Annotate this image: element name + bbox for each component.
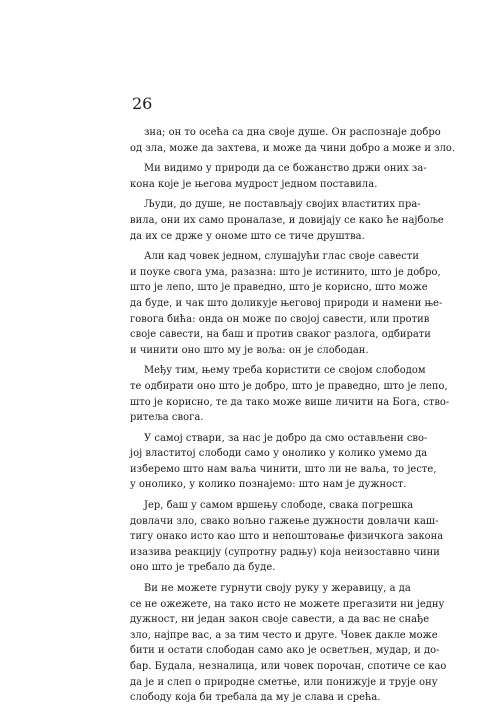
text-line: изберемо што нам ваља чинити, што ли не ваља, то јесте,	[130, 463, 437, 475]
text-line: Међу тим, њему треба користити се својом слободом	[144, 365, 426, 377]
paragraph	[130, 363, 450, 425]
text-line: Али кад човек једном, слушајући глас своје савести	[144, 251, 420, 263]
text-line: вила, они их само проналазе, и довијају се како ће најбоље	[130, 214, 444, 226]
text-line: се не ожежете, на тако исто не можете прегазити ни једну	[130, 598, 445, 610]
text-line: што је корисно, те да тако може више личити на Бога, ство-	[130, 396, 450, 408]
text-line: ритеља свога.	[130, 412, 204, 424]
paragraph	[130, 431, 437, 493]
text-line: дужност, ни један закон своје савести, а да вас не снађе	[130, 614, 430, 626]
text-line: да буде, и чак што доликује његовој природи и намени ње-	[130, 297, 443, 309]
paragraph	[130, 197, 444, 244]
text-line: изазива реакцију (супротну радњу) која неизоставно чини	[130, 546, 440, 558]
text-line: своје савести, на баш и против сваког разлога, одбирати	[130, 329, 431, 341]
text-line: тигу онако исто као што и непоштовање физичкога закона	[130, 531, 444, 543]
paragraph	[130, 125, 456, 156]
text-line: зло, најпре вас, а за тим често и друге. Човек дакле може	[130, 629, 438, 641]
body-text	[130, 125, 456, 711]
text-line: довлачи зло, свако вољно гажење дужности довлачи каш-	[130, 515, 439, 527]
text-line: оно што је требало да буде.	[130, 562, 276, 574]
text-line: зна; он то осећа са дна своје душе. Он распознаје добро	[144, 127, 441, 138]
text-line: јој властитој слободи само у онолико у колико умемо да	[130, 448, 428, 460]
text-line: Ви не можете гурнути своју руку у жеравицу, а да	[144, 583, 411, 595]
page-number: 26	[132, 94, 153, 113]
text-line: Ми видимо у природи да се божанство држи оних за-	[144, 163, 427, 175]
text-line: од зла, може да захтева, и може да чини добро а може и зло.	[130, 142, 456, 154]
text-line: Јер, баш у самом вршењу слободе, свака погрешка	[144, 500, 414, 512]
text-line: слободу која би требала да му је слава и срећа.	[130, 692, 381, 704]
text-line: кона које је његова мудрост једном поставила.	[130, 178, 378, 190]
paragraph	[130, 161, 427, 192]
text-line: и чинити оно што му је воља: он је слободан.	[130, 344, 369, 356]
text-line: бар. Будала, незналица, или човек порочан, спотиче се као	[130, 661, 447, 672]
text-line: Људи, до душе, не постављају својих властитих пра-	[144, 199, 421, 211]
text-line: да их се држе у ономе што се тиче друштва.	[130, 230, 365, 242]
text-line: и поуке свога ума, разазна: што је истинито, што је добро,	[130, 266, 441, 278]
text-line: у онолико, у колико познајемо: што нам је дужност.	[130, 479, 407, 491]
paragraph	[130, 581, 447, 706]
paragraph	[130, 498, 444, 576]
text-line: што је лепо, што је праведно, што је корисно, што може	[130, 282, 428, 294]
text-line: говога бића: онда он може по својој савести, или против	[130, 313, 430, 325]
text-line: У самој ствари, за нас је добро да смо остављени сво-	[144, 432, 428, 444]
text-line: бити и остати слободан само ако је осветљен, мудар, и до-	[130, 645, 440, 657]
paragraph	[130, 249, 443, 358]
text-line: да је и слеп о природне сметње, или понижује и трује ону	[130, 676, 438, 688]
text-line: те одбирати оно што је добро, што је праведно, што је лепо,	[130, 380, 448, 392]
